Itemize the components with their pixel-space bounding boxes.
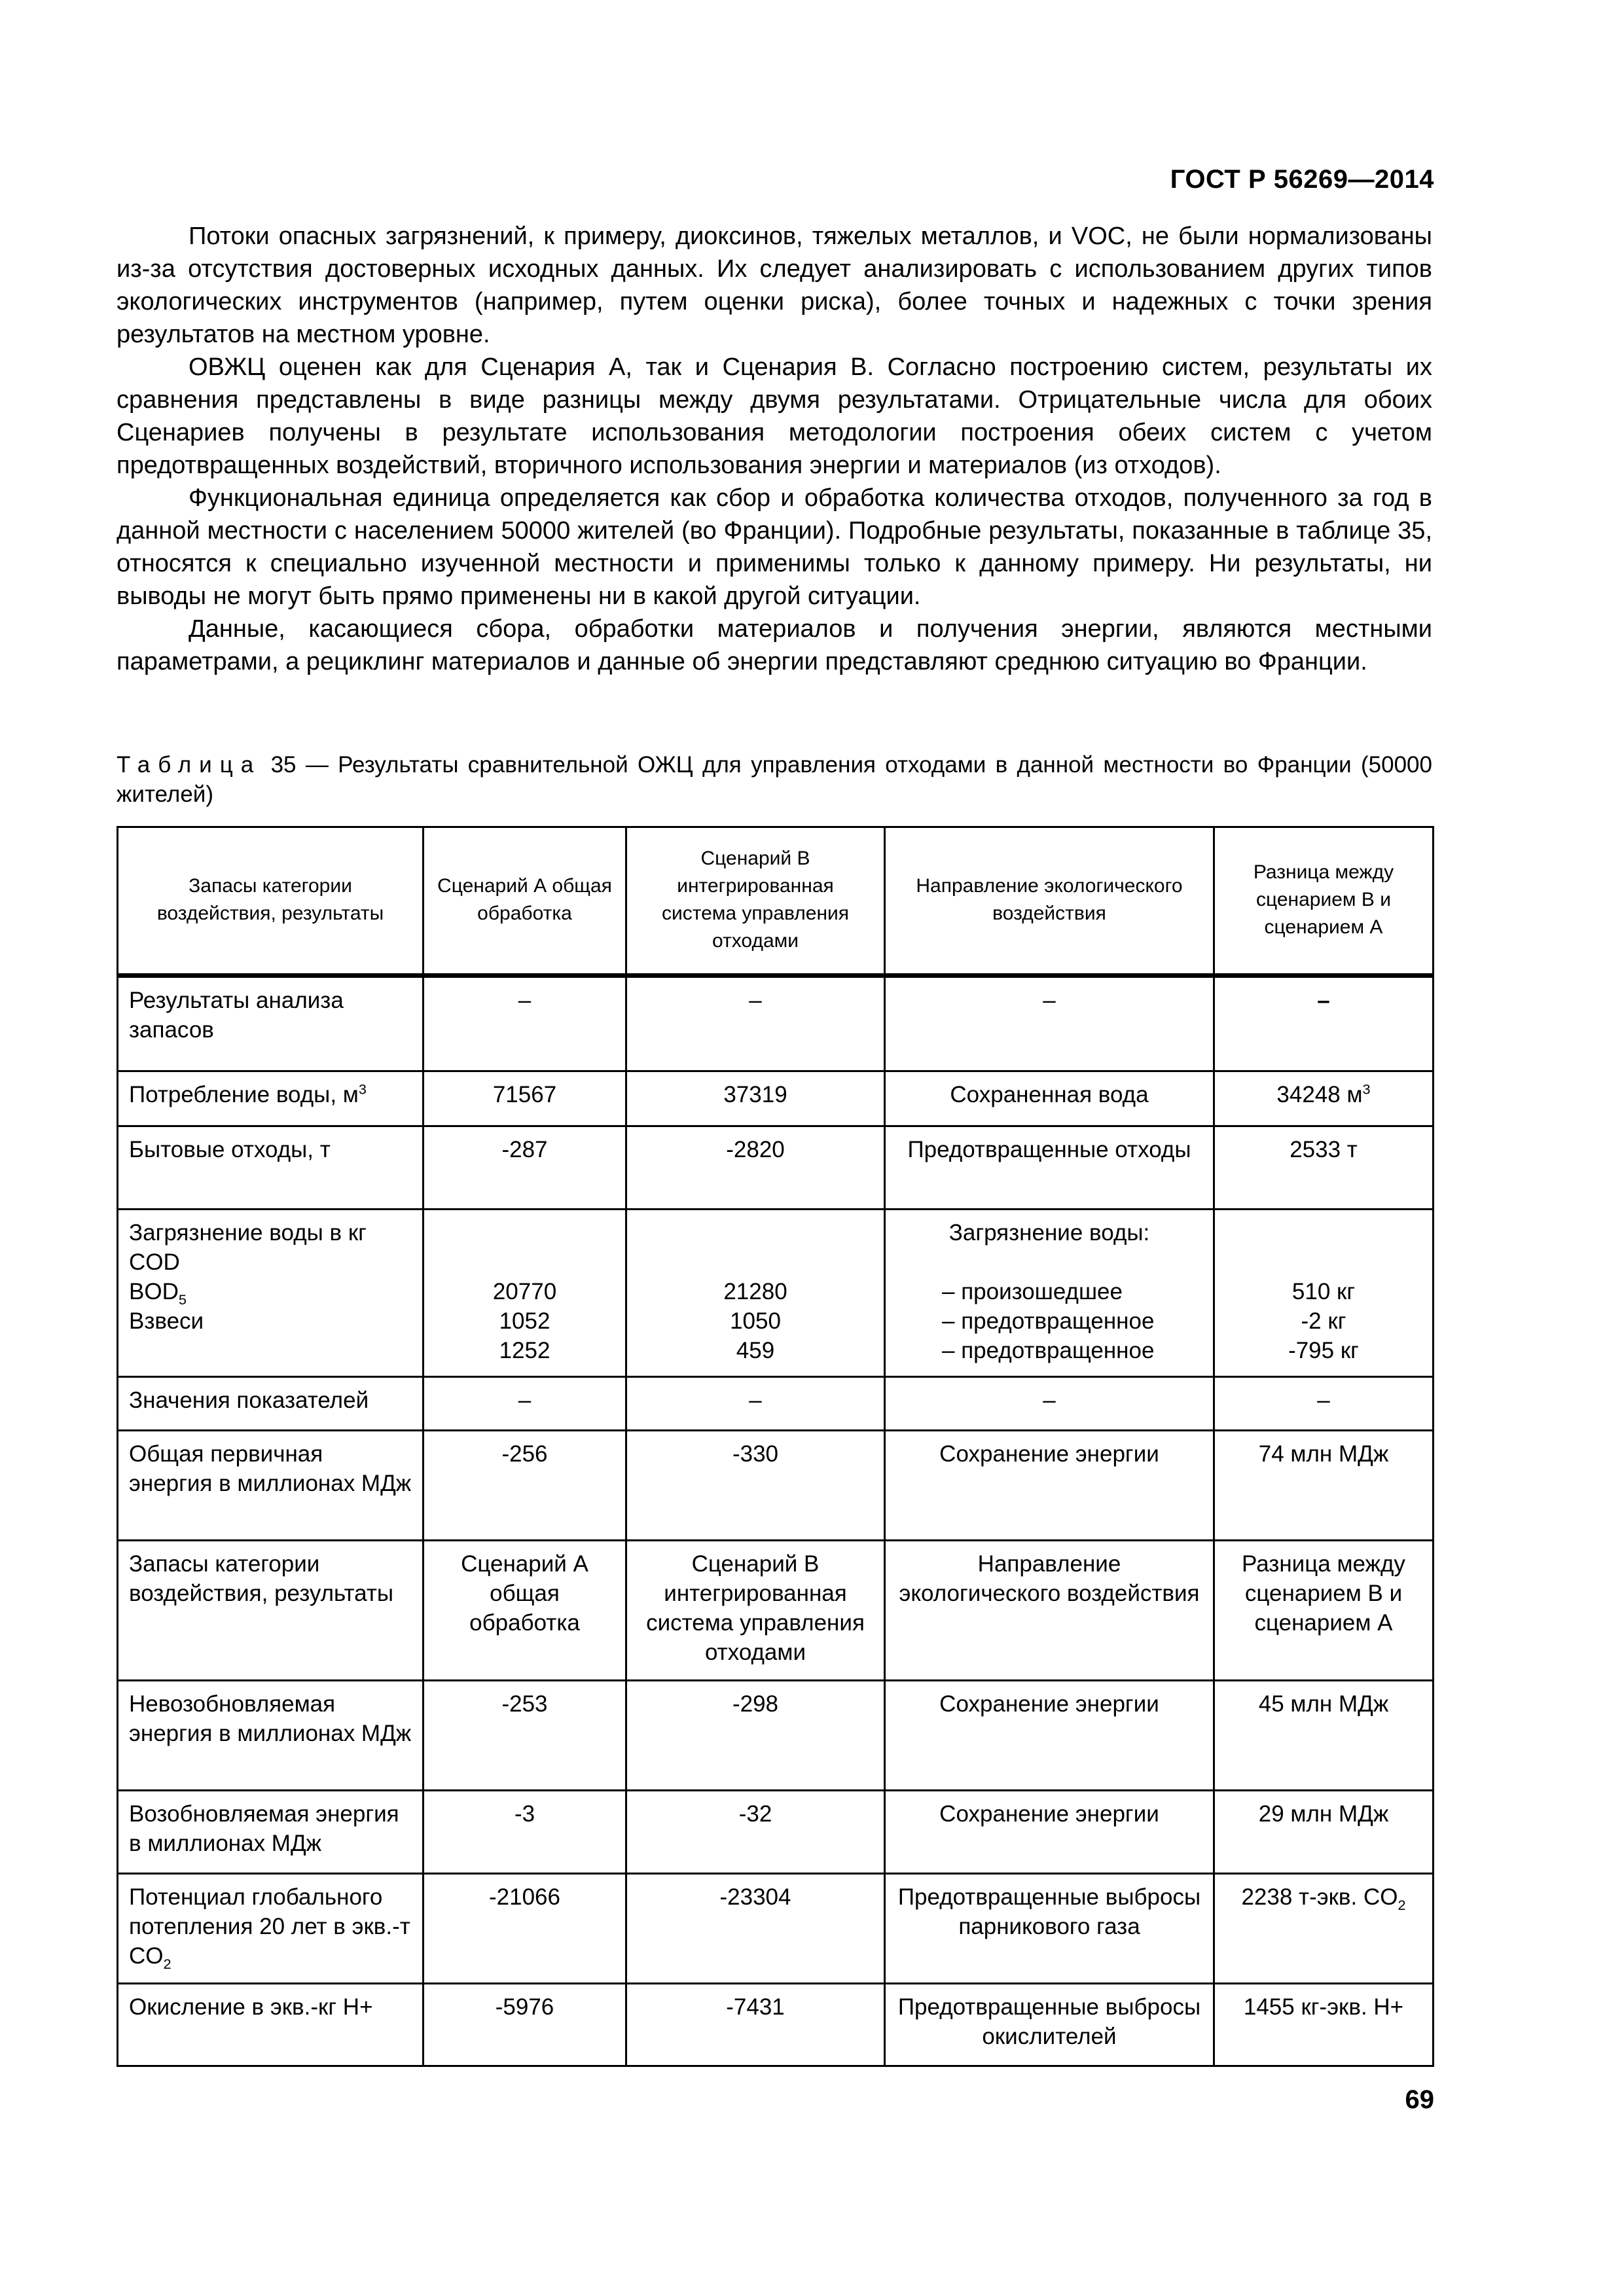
table-cell: -330 — [626, 1431, 885, 1541]
table-cell: Окисление в экв.-кг Н+ — [118, 1984, 424, 2066]
table-cell: Сохранение энергии — [885, 1681, 1214, 1791]
column-header: Запасы категории воздействия, результаты — [118, 827, 424, 976]
table-cell: Предотвращенные выбросы парникового газа — [885, 1874, 1214, 1984]
table-cell: 71567 — [424, 1071, 626, 1126]
spacer — [638, 1247, 873, 1277]
cell-line: 21280 — [723, 1279, 787, 1304]
spacer — [1225, 1247, 1422, 1277]
cell-line: 20770 — [492, 1279, 557, 1304]
table-cell: Возобновляемая энергия в миллионах МДж — [118, 1791, 424, 1874]
table-cell: Результаты анализа запасов — [118, 976, 424, 1071]
body-text — [117, 220, 1432, 678]
table-cell: -7431 — [626, 1984, 885, 2066]
table-row — [118, 1791, 1434, 1874]
table-cell: -298 — [626, 1681, 885, 1791]
cell-text: 34248 м — [1276, 1082, 1363, 1107]
table-cell: 29 млн МДж — [1214, 1791, 1434, 1874]
results-table — [117, 826, 1434, 2067]
table-caption-text: — Результаты сравнительной ОЖЦ для управления отходами в данной местности во Франции (50000 жителей) — [117, 752, 1432, 807]
spacer — [435, 1218, 615, 1247]
cell-line: 1052 — [499, 1308, 550, 1334]
cell-line: – предотвращенное — [942, 1308, 1155, 1334]
cell-line: 1252 — [499, 1338, 550, 1363]
table-row — [118, 1984, 1434, 2066]
page-number: 69 — [1405, 2085, 1434, 2114]
table-cell: -287 — [424, 1126, 626, 1210]
table-cell: – — [885, 1377, 1214, 1431]
table-cell: 74 млн МДж — [1214, 1431, 1434, 1541]
table-cell: Предотвращенные выбросы окислителей — [885, 1984, 1214, 2066]
table-cell: Предотвращенные отходы — [885, 1126, 1214, 1210]
table-cell: Запасы категории воздействия, результаты — [118, 1541, 424, 1681]
table-cell: -23304 — [626, 1874, 885, 1984]
column-header: Направление экологического воздействия — [885, 827, 1214, 976]
superscript: 3 — [358, 1081, 367, 1098]
cell-line: 1050 — [730, 1308, 781, 1334]
cell-line: 510 кг — [1291, 1279, 1356, 1304]
cell-line: -795 кг — [1288, 1338, 1359, 1363]
column-header: Сценарий В интегрированная система управления отходами — [626, 827, 885, 976]
table-cell: -256 — [424, 1431, 626, 1541]
spacer — [1225, 1218, 1422, 1247]
paragraph: Данные, касающиеся сбора, обработки материалов и получения энергии, являются местными параметрами, а рециклинг материалов и данные об энергии представляют среднюю ситуацию во Франции. — [117, 615, 1432, 675]
cell-line: – предотвращенное — [942, 1338, 1155, 1363]
table-caption — [117, 750, 1432, 809]
table-cell: 37319 — [626, 1071, 885, 1126]
table-cell: -5976 — [424, 1984, 626, 2066]
table-cell — [118, 1874, 424, 1984]
cell-line: -2 кг — [1301, 1308, 1346, 1334]
column-header: Сценарий А общая обработка — [424, 827, 626, 976]
table-cell: Сохранение энергии — [885, 1431, 1214, 1541]
table-cell: 1455 кг-экв. Н+ — [1214, 1984, 1434, 2066]
cell-line: COD — [129, 1249, 180, 1275]
table-row — [118, 1071, 1434, 1126]
table-cell: Бытовые отходы, т — [118, 1126, 424, 1210]
cell-line: Загрязнение воды: — [948, 1220, 1150, 1246]
table-row — [118, 1377, 1434, 1431]
table-cell — [1214, 1210, 1434, 1377]
spacer — [896, 1247, 1202, 1277]
paragraph: Функциональная единица определяется как сбор и обработка количества отходов, полученного за год в данной местности с населением 50000 жителей (во Франции). Подробные результаты, показанные в таблице 35, относятся к специально изученной местности и применимы только к данному примеру. Ни результаты, ни выводы не могут быть прямо применены ни в какой другой ситуации. — [117, 484, 1432, 610]
table-cell — [118, 1071, 424, 1126]
table-row — [118, 1126, 1434, 1210]
table-cell: Разница между сценарием В и сценарием А — [1214, 1541, 1434, 1681]
table-cell — [1214, 1071, 1434, 1126]
table-cell — [626, 1210, 885, 1377]
table-row — [118, 1431, 1434, 1541]
cell-line: – произошедшее — [942, 1279, 1123, 1304]
table-cell — [885, 1210, 1214, 1377]
subscript: 2 — [1398, 1897, 1406, 1913]
table-cell: – — [1214, 976, 1434, 1071]
cell-line: 459 — [736, 1338, 775, 1363]
table-cell: – — [424, 1377, 626, 1431]
table-cell: Невозобновляемая энергия в миллионах МДж — [118, 1681, 424, 1791]
table-row — [118, 1210, 1434, 1377]
table-caption-number: 35 — [270, 752, 297, 778]
superscript: 3 — [1362, 1081, 1371, 1098]
cell-text: BOD — [129, 1279, 179, 1304]
table-cell: – — [626, 1377, 885, 1431]
table-cell: – — [885, 976, 1214, 1071]
cell-text: Потребление воды, м — [129, 1082, 359, 1107]
table-cell: – — [626, 976, 885, 1071]
table-cell: 45 млн МДж — [1214, 1681, 1434, 1791]
table-cell: -2820 — [626, 1126, 885, 1210]
table-cell: -253 — [424, 1681, 626, 1791]
cell-line — [129, 1277, 412, 1306]
table-cell: Сценарий А общая обработка — [424, 1541, 626, 1681]
spacer — [638, 1218, 873, 1247]
table-header-row — [118, 827, 1434, 976]
table-cell: Сохраненная вода — [885, 1071, 1214, 1126]
table-cell: Направление экологического воздействия — [885, 1541, 1214, 1681]
table-cell — [118, 1210, 424, 1377]
table-cell: Сценарий В интегрированная система управления отходами — [626, 1541, 885, 1681]
standard-designation: ГОСТ Р 56269—2014 — [1170, 165, 1434, 194]
spacer — [435, 1247, 615, 1277]
subscript: 2 — [163, 1956, 171, 1972]
column-header: Разница между сценарием В и сценарием А — [1214, 827, 1434, 976]
table-cell: -21066 — [424, 1874, 626, 1984]
cell-text: 2238 т-экв. CO — [1241, 1884, 1398, 1910]
table-row — [118, 976, 1434, 1071]
table-cell: 2533 т — [1214, 1126, 1434, 1210]
table-row — [118, 1681, 1434, 1791]
table-cell: Значения показателей — [118, 1377, 424, 1431]
paragraph: Потоки опасных загрязнений, к примеру, диоксинов, тяжелых металлов, и VOC, не были нормализованы из-за отсутствия достоверных исходных данных. Их следует анализировать с использованием других типов экологических инструментов (например, путем оценки риска), более точных и надежных с точки зрения результатов на местном уровне. — [117, 223, 1432, 348]
paragraph: ОВЖЦ оценен как для Сценария А, так и Сценария В. Согласно построению систем, результаты их сравнения представлены в виде разницы между двумя результатами. Отрицательные числа для обоих Сценариев получены в результате использования методологии построения обеих систем с учетом предотвращенных воздействий, вторичного использования энергии и материалов (из отходов). — [117, 353, 1432, 479]
table-cell: -32 — [626, 1791, 885, 1874]
cell-line: Загрязнение воды в кг — [129, 1220, 367, 1246]
table-cell: – — [1214, 1377, 1434, 1431]
cell-text: Потенциал глобального потепления 20 лет в экв.-т CO — [129, 1884, 410, 1969]
table-cell: -3 — [424, 1791, 626, 1874]
table-cell: Сохранение энергии — [885, 1791, 1214, 1874]
table-cell: Общая первичная энергия в миллионах МДж — [118, 1431, 424, 1541]
table-cell — [424, 1210, 626, 1377]
table-cell — [1214, 1874, 1434, 1984]
table-row — [118, 1541, 1434, 1681]
cell-line: Взвеси — [129, 1308, 204, 1334]
table-cell: – — [424, 976, 626, 1071]
subscript: 5 — [178, 1291, 187, 1308]
table-row — [118, 1874, 1434, 1984]
table-caption-label: Таблица — [117, 752, 262, 778]
